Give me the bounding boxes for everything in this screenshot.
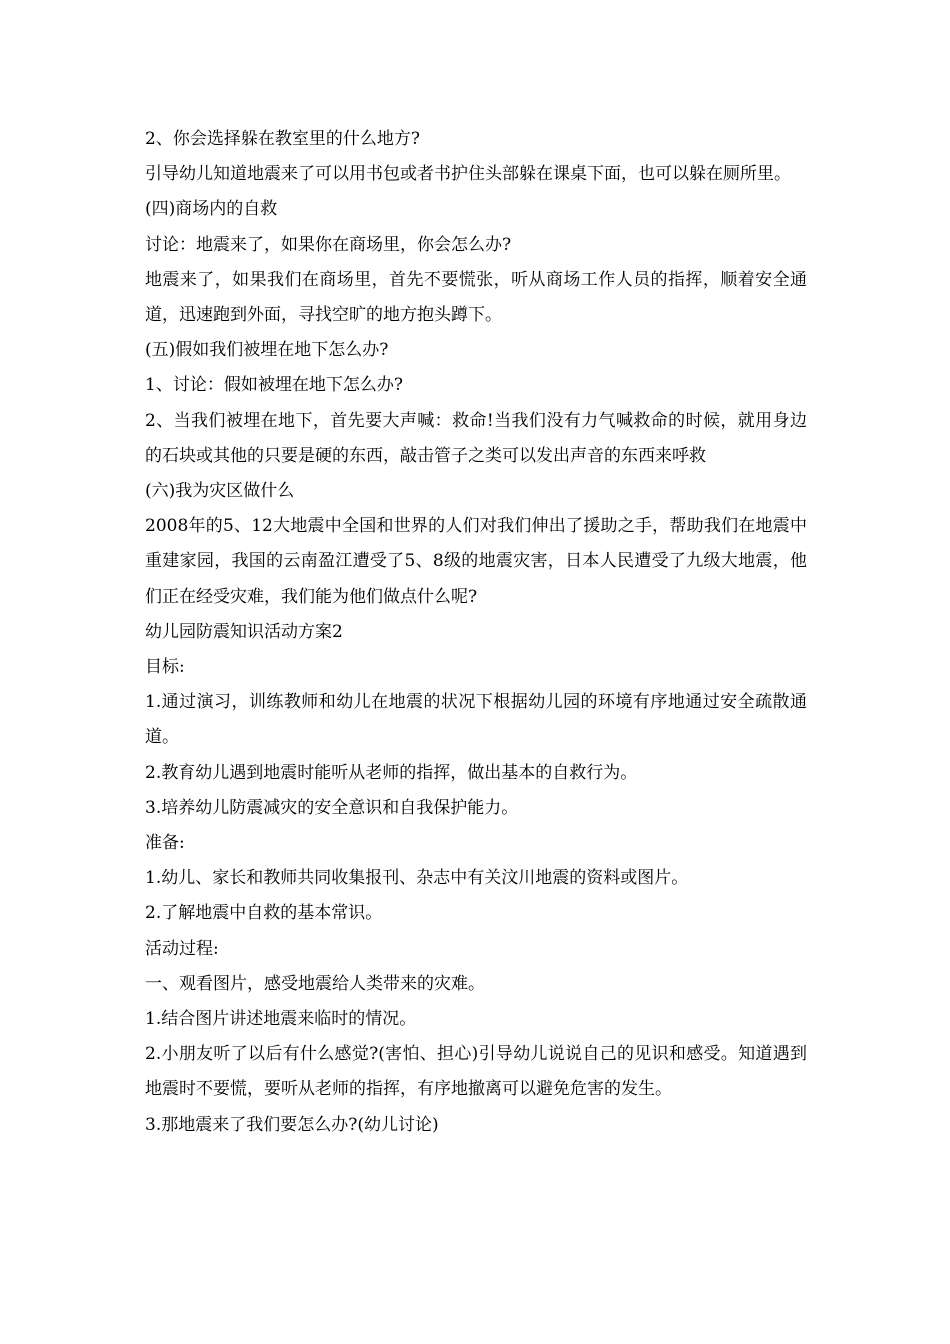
list-item: 3.培养幼儿防震减灾的安全意识和自我保护能力。: [145, 797, 519, 818]
section-heading: 目标:: [145, 657, 185, 678]
section-heading: (五)假如我们被埋在地下怎么办?: [145, 340, 389, 361]
paragraph: 2008年的5、12大地震中全国和世界的人们对我们伸出了援助之手，帮助我们在地震中重建家园，我国的云南盈江遭受了5、8级的地震灾害，日本人民遭受了九级大地震，他们正在经受灾难，我们能为他们做点什么呢?: [145, 516, 807, 607]
section-heading: 活动过程:: [145, 938, 219, 959]
list-item: 2.教育幼儿遇到地震时能听从老师的指挥，做出基本的自救行为。: [145, 762, 638, 783]
list-item: 2.小朋友听了以后有什么感觉?(害怕、担心)引导幼儿说说自己的见识和感受。知道遇到地震时不要慌，要听从老师的指挥，有序地撤离可以避免危害的发生。: [145, 1044, 807, 1100]
paragraph: 讨论：地震来了，如果你在商场里，你会怎么办?: [145, 234, 512, 255]
list-item: 3.那地震来了我们要怎么办?(幼儿讨论): [145, 1114, 439, 1135]
list-item: 1.通过演习，训练教师和幼儿在地震的状况下根据幼儿园的环境有序地通过安全疏散通道。: [145, 692, 807, 748]
document-title: 幼儿园防震知识活动方案2: [145, 621, 343, 642]
list-item: 1.结合图片讲述地震来临时的情况。: [145, 1009, 417, 1030]
paragraph: 地震来了，如果我们在商场里，首先不要慌张，听从商场工作人员的指挥，顺着安全通道，迅速跑到外面，寻找空旷的地方抱头蹲下。: [145, 269, 807, 326]
paragraph: 2、当我们被埋在地下，首先要大声喊：救命!当我们没有力气喊救命的时候，就用身边的石块或其他的只要是硬的东西，敲击管子之类可以发出声音的东西来呼救: [145, 410, 807, 466]
paragraph: 一、观看图片，感受地震给人类带来的灾难。: [145, 973, 485, 994]
paragraph: 2、你会选择躲在教室里的什么地方?: [145, 129, 420, 149]
section-heading: 准备:: [145, 833, 185, 854]
paragraph: 1、讨论：假如被埋在地下怎么办?: [145, 375, 403, 396]
paragraph: 引导幼儿知道地震来了可以用书包或者书护住头部躲在课桌下面，也可以躲在厕所里。: [145, 164, 791, 185]
list-item: 2.了解地震中自救的基本常识。: [145, 903, 383, 924]
section-heading: (六)我为灾区做什么: [145, 481, 295, 502]
list-item: 1.幼儿、家长和教师共同收集报刊、杂志中有关汶川地震的资料或图片。: [145, 868, 689, 889]
document-page: [145, 122, 807, 1143]
section-heading: (四)商场内的自救: [145, 199, 278, 220]
